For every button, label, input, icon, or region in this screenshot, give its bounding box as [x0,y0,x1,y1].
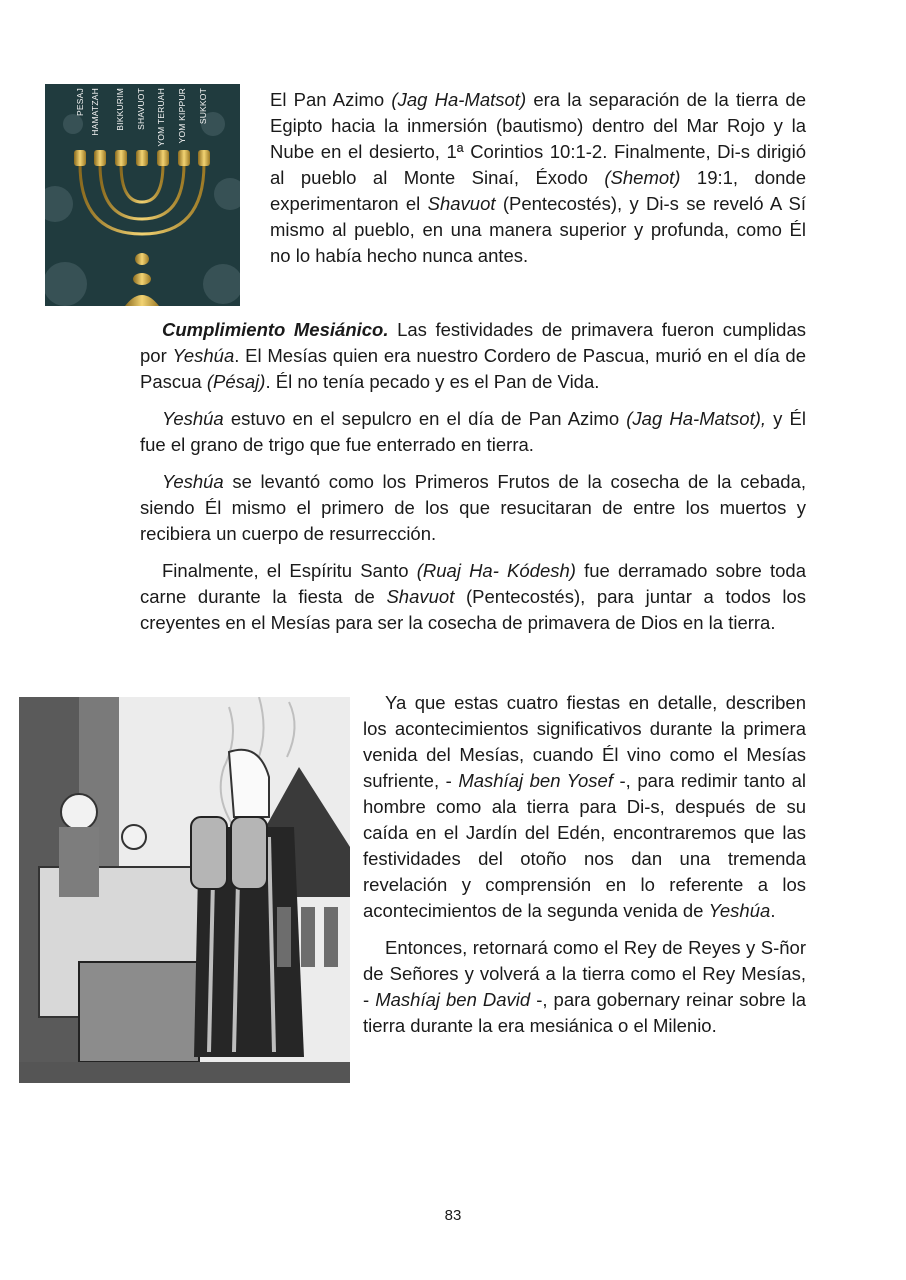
paragraph [140,406,806,458]
top-text-block [270,87,806,269]
text-run: estuvo en el sepulcro en el día de Pan Azimo [223,408,627,429]
text-run: (Jag Ha-Matsot) [391,89,527,110]
text-run: (Pésaj) [206,371,266,392]
text-run: Ya que estas cuatro fiestas en detalle, describen los acontecimientos significativos durante la primera venida del Mesías, cuando Él vino como el Mesías sufriente, - [363,692,806,791]
text-run: . El Mesías quien era nuestro Cordero de Pascua, murió en el día de Pascua [140,345,806,392]
text-run: Yeshúa [162,471,224,492]
text-run: Finalmente, el Espíritu Santo [162,560,417,581]
text-run: fue derramado sobre toda carne durante la fiesta de [140,560,806,607]
bottom-text-block [363,690,806,1039]
text-run: (Jag Ha-Matsot), [626,408,767,429]
text-run: Yeshúa [172,345,235,366]
text-run: -, para gobernary reinar sobre la tierra durante la era mesiánica o el Milenio. [363,989,806,1036]
text-run: . [770,900,776,921]
paragraph [270,87,806,269]
text-run: (Shemot) [604,167,681,188]
text-run: Mashíaj ben Yosef [458,770,613,791]
holiday-label: PESAJ [75,88,85,116]
middle-text-block [140,317,806,636]
paragraph [140,317,806,395]
text-run: Shavuot [427,193,496,214]
paragraph [140,558,806,636]
text-run: 19:1, donde experimentaron el [270,167,806,214]
text-run: Cumplimiento Mesiánico. [162,319,389,340]
text-run: (Ruaj Ha- Kódesh) [416,560,576,581]
menorah-illustration [45,84,240,306]
text-run: y Él fue el grano de trigo que fue enterrado en tierra. [140,408,806,455]
holiday-label: YOM TERUAH [156,88,166,147]
text-run: (Pentecostés), para juntar a todos los creyentes en el Mesías para ser la cosecha de primavera de Dios en la tierra. [140,586,806,633]
text-run: Yeshúa [162,408,224,429]
holiday-label: HAMATZAH [90,88,100,136]
text-run: se levantó como los Primeros Frutos de la cosecha de la cebada, siendo Él mismo el primero de los que resucitaran de entre los muertos y recibiera un cuerpo de resurrección. [140,471,806,544]
text-run: (Pentecostés), y Di-s se reveló A Sí mismo al pueblo, en una manera superior y profunda, como Él no lo había hecho nunca antes. [270,193,806,266]
text-run: Entonces, retornará como el Rey de Reyes y S-ñor de Señores y volverá a la tierra como el Rey Mesías, - [363,937,806,1010]
text-run: El Pan Azimo [270,89,392,110]
holiday-label: YOM KIPPUR [177,88,187,144]
holiday-label: SHAVUOT [136,88,146,130]
paragraph [363,935,806,1039]
moses-tablets-illustration [19,697,350,1083]
text-run: Mashíaj ben David [375,989,531,1010]
page-number: 83 [444,1207,462,1224]
text-run: Las festividades de primavera fueron cumplidas por [140,319,806,366]
text-run: Shavuot [386,586,455,607]
text-run: Yeshúa [708,900,771,921]
text-run: -, para redimir tanto al hombre como ala tierra para Di-s, después de su caída en el Jardín del Edén, encontraremos que las festividades del otoño nos dan una tremenda revelación y comprensión en lo referente a los acontecimientos de la segunda venida de [363,770,806,921]
moses-graphic [19,697,350,1083]
text-run: era la separación de la tierra de Egipto hacia la inmersión (bautismo) dentro del Mar Rojo y la Nube en el desierto, 1ª Corintios 10:1-2. Finalmente, Di-s dirigió al pueblo al Monte Sinaí, Éxodo [270,89,806,188]
paragraph [140,469,806,547]
paragraph [363,690,806,924]
text-run: . Él no tenía pecado y es el Pan de Vida. [265,371,600,392]
holiday-label: BIKKURIM [115,88,125,131]
holiday-label: SUKKOT [198,88,208,125]
